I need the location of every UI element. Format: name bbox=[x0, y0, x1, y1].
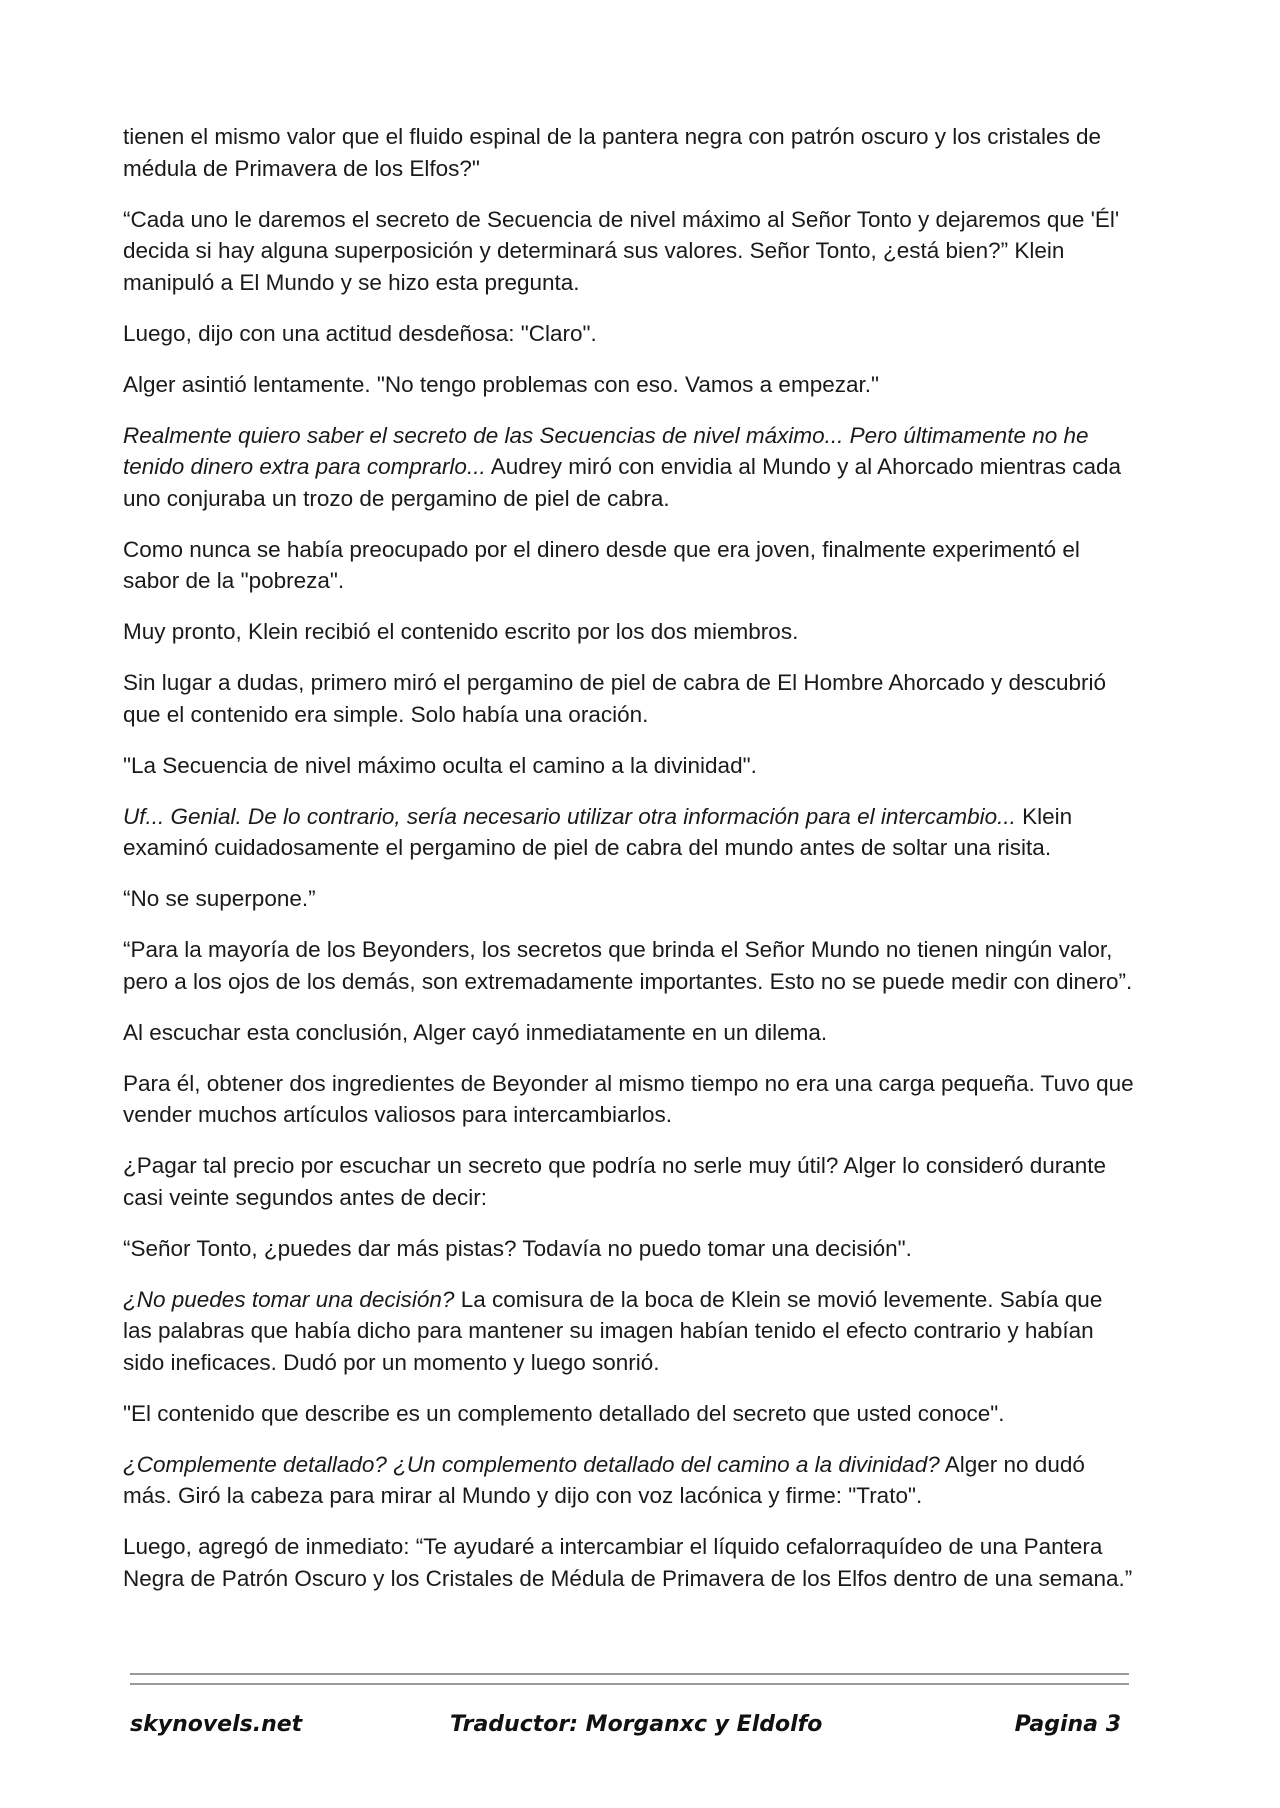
text-segment: tienen el mismo valor que el fluido espinal de la pantera negra con patrón oscuro y los cristales de médula de Primavera de los Elfos?" bbox=[123, 124, 1102, 181]
footer-page-number: Pagina 3 bbox=[1014, 1712, 1121, 1737]
text-segment: Sin lugar a dudas, primero miró el pergamino de piel de cabra de El Hombre Ahorcado y descubrió que el contenido era simple. Solo había una oración. bbox=[123, 670, 1107, 727]
paragraph bbox=[123, 883, 1135, 915]
paragraph bbox=[123, 616, 1135, 648]
italic-text: Realmente quiero saber el secreto de las Secuencias de nivel máximo... Pero últimamente no he tenido dinero extra para comprarlo... bbox=[123, 422, 1089, 479]
text-segment: Alger asintió lentamente. "No tengo problemas con eso. Vamos a empezar." bbox=[123, 371, 879, 397]
footer-divider-bottom bbox=[130, 1683, 1129, 1685]
italic-text: ¿No puedes tomar una decisión? bbox=[123, 1286, 455, 1312]
paragraph bbox=[123, 1233, 1135, 1265]
paragraph bbox=[123, 1398, 1135, 1430]
paragraph bbox=[123, 1017, 1135, 1049]
text-segment: “No se superpone.” bbox=[123, 886, 316, 911]
text-segment: “Para la mayoría de los Beyonders, los secretos que brinda el Señor Mundo no tienen ningún valor, pero a los ojos de los demás, son extremadamente importantes. Esto no se puede medir con dinero”. bbox=[123, 937, 1133, 994]
paragraph bbox=[123, 420, 1135, 515]
paragraph bbox=[123, 934, 1135, 997]
paragraph bbox=[123, 1068, 1135, 1131]
paragraph bbox=[123, 1284, 1135, 1379]
paragraph bbox=[123, 121, 1135, 184]
text-segment: ¿Pagar tal precio por escuchar un secreto que podría no serle muy útil? Alger lo consideró durante casi veinte segundos antes de decir: bbox=[123, 1153, 1107, 1210]
text-segment: "La Secuencia de nivel máximo oculta el camino a la divinidad". bbox=[123, 752, 757, 778]
paragraph bbox=[123, 204, 1135, 299]
paragraph bbox=[123, 667, 1135, 730]
paragraph bbox=[123, 1449, 1135, 1512]
footer-divider-top bbox=[130, 1673, 1129, 1675]
paragraph bbox=[123, 318, 1135, 350]
document-body bbox=[123, 121, 1135, 1614]
text-segment: Como nunca se había preocupado por el dinero desde que era joven, finalmente experimentó el sabor de la "pobreza". bbox=[123, 536, 1080, 593]
text-segment: "El contenido que describe es un complemento detallado del secreto que usted conoce". bbox=[123, 1400, 1005, 1426]
paragraph bbox=[123, 750, 1135, 782]
paragraph bbox=[123, 534, 1135, 597]
paragraph bbox=[123, 369, 1135, 401]
text-segment: “Cada uno le daremos el secreto de Secuencia de nivel máximo al Señor Tonto y dejaremos que 'Él' decida si hay alguna superposición y determinará sus valores. Señor Tonto, ¿está bien?” Klein manipuló a El Mundo y se hizo esta pregunta. bbox=[123, 206, 1120, 295]
text-segment: Muy pronto, Klein recibió el contenido escrito por los dos miembros. bbox=[123, 619, 799, 644]
paragraph bbox=[123, 1531, 1135, 1594]
text-segment: “Señor Tonto, ¿puedes dar más pistas? Todavía no puedo tomar una decisión". bbox=[123, 1235, 912, 1261]
text-segment: Audrey miró con envidia al Mundo y al Ahorcado mientras cada uno conjuraba un trozo de pergamino de piel de cabra. bbox=[123, 454, 1122, 511]
text-segment: Al escuchar esta conclusión, Alger cayó inmediatamente en un dilema. bbox=[123, 1019, 828, 1045]
paragraph bbox=[123, 801, 1135, 864]
text-segment: Alger no dudó más. Giró la cabeza para mirar al Mundo y dijo con voz lacónica y firme: "Trato". bbox=[123, 1451, 1085, 1508]
text-segment: Klein examinó cuidadosamente el pergamino de piel de cabra del mundo antes de soltar una risita. bbox=[123, 803, 1073, 860]
text-segment: Luego, agregó de inmediato: “Te ayudaré a intercambiar el líquido cefalorraquídeo de una Pantera Negra de Patrón Oscuro y los Cristales de Médula de Primavera de los Elfos dentro de una semana.” bbox=[123, 1534, 1133, 1591]
text-segment: Luego, dijo con una actitud desdeñosa: "Claro". bbox=[123, 320, 597, 346]
footer-translator: Traductor: Morganxc y Eldolfo bbox=[450, 1712, 823, 1737]
italic-text: ¿Complemente detallado? ¿Un complemento detallado del camino a la divinidad? bbox=[123, 1451, 940, 1477]
page-footer bbox=[130, 1712, 1129, 1748]
footer-site: skynovels.net bbox=[130, 1712, 303, 1737]
italic-text: Uf... Genial. De lo contrario, sería necesario utilizar otra información para el intercambio... bbox=[123, 803, 1016, 829]
text-segment: Para él, obtener dos ingredientes de Beyonder al mismo tiempo no era una carga pequeña. Tuvo que vender muchos artículos valiosos para intercambiarlos. bbox=[123, 1070, 1134, 1127]
text-segment: La comisura de la boca de Klein se movió levemente. Sabía que las palabras que había dicho para mantener su imagen habían tenido el efecto contrario y habían sido ineficaces. Dudó por un momento y luego sonrió. bbox=[123, 1286, 1103, 1375]
paragraph bbox=[123, 1150, 1135, 1213]
